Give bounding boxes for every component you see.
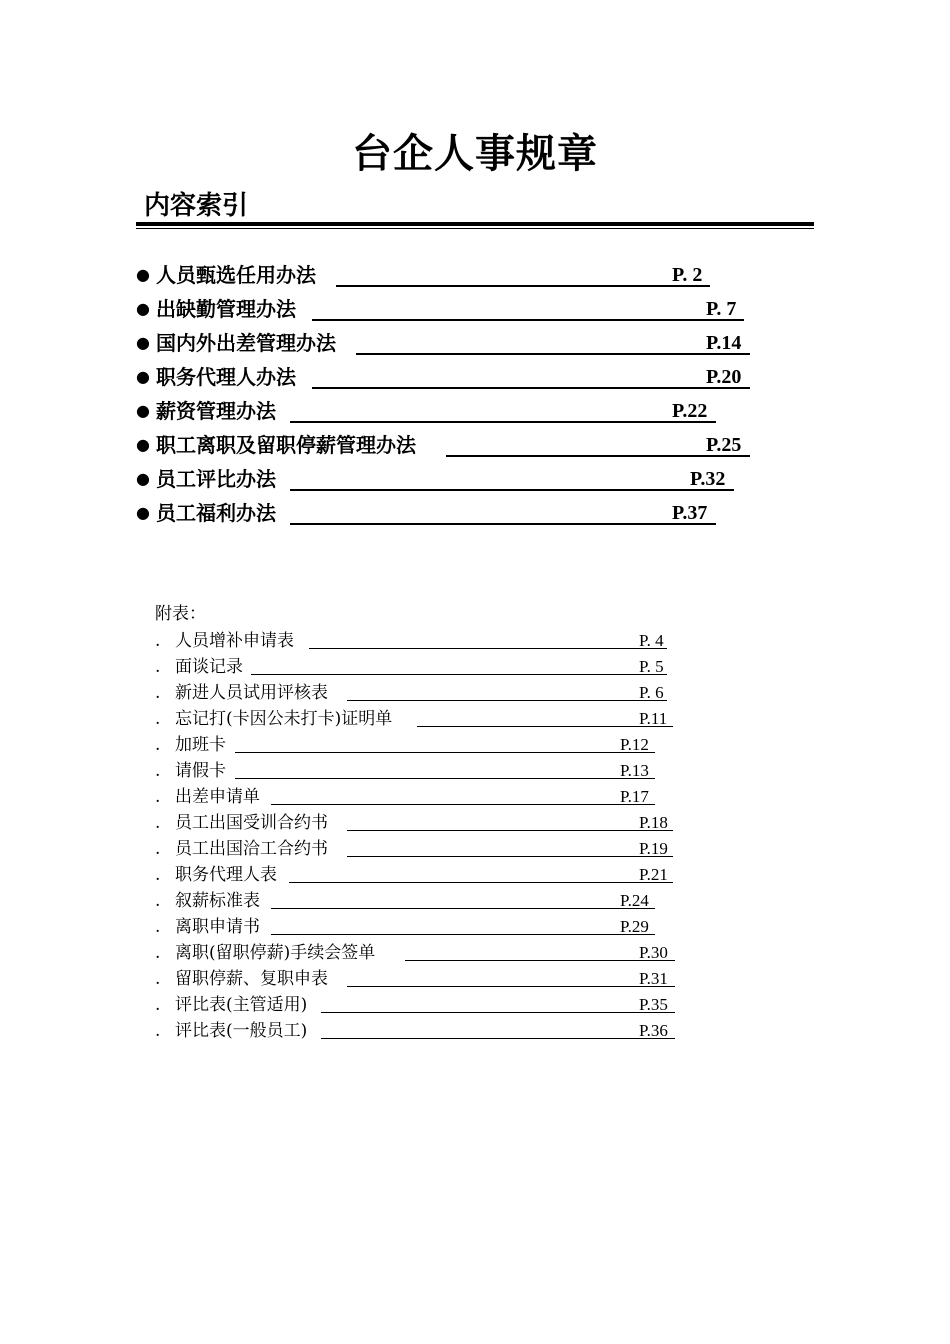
toc-item[interactable] [136, 394, 776, 428]
appendix-item-page: P. 5 [639, 657, 664, 676]
appendix-item[interactable] [155, 784, 695, 810]
leader-line [271, 934, 655, 935]
appendix-item-label: 员工出国洽工合约书 [175, 839, 328, 859]
appendix-item-label: 叙薪标准表 [175, 891, 260, 911]
index-label: 内容索引 [144, 191, 249, 221]
toc-item-page: P.32 [690, 468, 726, 490]
bullet-icon: ● [136, 401, 150, 420]
dot-marker: . [155, 709, 161, 729]
dot-marker: . [155, 787, 161, 807]
appendix-item-label: 请假卡 [175, 761, 226, 781]
leader-line [347, 700, 667, 701]
leader-line [336, 285, 710, 287]
appendix-item-label: 评比表(主管适用) [175, 995, 308, 1015]
leader-line [289, 882, 673, 883]
appendix-item-page: P.17 [620, 787, 649, 806]
toc-item-label: 出缺勤管理办法 [156, 297, 296, 321]
appendix-item-page: P.12 [620, 735, 649, 754]
dot-marker: . [155, 1021, 161, 1041]
leader-line [312, 319, 744, 321]
leader-line [417, 726, 673, 727]
leader-line [321, 1038, 675, 1039]
appendix-item-page: P.35 [639, 995, 668, 1014]
appendix-item-label: 离职申请书 [175, 917, 260, 937]
leader-line [405, 960, 675, 961]
leader-line [347, 856, 673, 857]
appendix-item-page: P.11 [639, 709, 668, 728]
toc-item[interactable] [136, 360, 776, 394]
appendix-item-page: P.36 [639, 1021, 668, 1040]
appendix-title: 附表： [155, 604, 206, 624]
dot-marker: . [155, 839, 161, 859]
toc-item-label: 员工评比办法 [156, 467, 276, 491]
dot-marker: . [155, 917, 161, 937]
toc-item-label: 国内外出差管理办法 [156, 331, 336, 355]
leader-line [347, 986, 675, 987]
toc-item-label: 薪资管理办法 [156, 399, 276, 423]
index-rule-thin [136, 228, 814, 229]
appendix-item-page: P.18 [639, 813, 668, 832]
appendix-item[interactable] [155, 888, 695, 914]
index-header [136, 190, 814, 229]
appendix-item-page: P.21 [639, 865, 668, 884]
appendix-item-label: 离职(留职停薪)手续会签单 [175, 943, 376, 963]
appendix-item[interactable] [155, 732, 695, 758]
appendix-item[interactable] [155, 1018, 695, 1044]
index-rule [136, 222, 814, 226]
toc-item-page: P. 7 [706, 298, 737, 320]
bullet-icon: ● [136, 299, 150, 318]
bullet-icon: ● [136, 469, 150, 488]
appendix-item-label: 出差申请单 [175, 787, 260, 807]
bullet-icon: ● [136, 503, 150, 522]
leader-line [446, 455, 750, 457]
appendix-item[interactable] [155, 940, 695, 966]
appendix-item[interactable] [155, 680, 695, 706]
dot-marker: . [155, 865, 161, 885]
appendix-item[interactable] [155, 966, 695, 992]
toc-item-label: 职务代理人办法 [156, 365, 296, 389]
dot-marker: . [155, 683, 161, 703]
appendix-item-label: 员工出国受训合约书 [175, 813, 328, 833]
toc-item[interactable] [136, 428, 776, 462]
document-title: 台企人事规章 [352, 130, 598, 177]
appendix-item-page: P.31 [639, 969, 668, 988]
appendix-item[interactable] [155, 758, 695, 784]
appendix-list [155, 602, 695, 1044]
toc-item[interactable] [136, 326, 776, 360]
leader-line [347, 830, 673, 831]
appendix-item[interactable] [155, 628, 695, 654]
toc-item-page: P.20 [706, 366, 742, 388]
dot-marker: . [155, 969, 161, 989]
leader-line [290, 489, 734, 491]
appendix-item-page: P.24 [620, 891, 649, 910]
appendix-item-page: P.19 [639, 839, 668, 858]
toc-item-page: P.37 [672, 502, 708, 524]
appendix-item[interactable] [155, 862, 695, 888]
toc-item-page: P.14 [706, 332, 742, 354]
appendix-item-label: 留职停薪、复职申表 [175, 969, 328, 989]
toc-item[interactable] [136, 462, 776, 496]
leader-line [309, 648, 667, 649]
toc-item-label: 员工福利办法 [156, 501, 276, 525]
toc-item-page: P.22 [672, 400, 708, 422]
leader-line [312, 387, 750, 389]
appendix-item-page: P. 4 [639, 631, 664, 650]
toc-item[interactable] [136, 292, 776, 326]
bullet-icon: ● [136, 367, 150, 386]
appendix-item-page: P.30 [639, 943, 668, 962]
dot-marker: . [155, 943, 161, 963]
appendix-item[interactable] [155, 836, 695, 862]
leader-line [271, 804, 655, 805]
appendix-item[interactable] [155, 654, 695, 680]
toc-item-page: P.25 [706, 434, 742, 456]
leader-line [290, 523, 716, 525]
toc-item[interactable] [136, 258, 776, 292]
appendix-item-label: 加班卡 [175, 735, 226, 755]
toc-item-label: 职工离职及留职停薪管理办法 [156, 433, 416, 457]
appendix-item-label: 面谈记录 [175, 657, 243, 677]
appendix-item-page: P.29 [620, 917, 649, 936]
toc-item-label: 人员甄选任用办法 [156, 263, 316, 287]
dot-marker: . [155, 657, 161, 677]
appendix-item[interactable] [155, 914, 695, 940]
dot-marker: . [155, 995, 161, 1015]
appendix-item-label: 新进人员试用评核表 [175, 683, 328, 703]
leader-line [356, 353, 750, 355]
appendix-item-label: 职务代理人表 [175, 865, 277, 885]
dot-marker: . [155, 813, 161, 833]
toc-item-page: P. 2 [672, 264, 703, 286]
dot-marker: . [155, 761, 161, 781]
leader-line [290, 421, 716, 423]
dot-marker: . [155, 735, 161, 755]
appendix-item-label: 评比表(一般员工) [175, 1021, 308, 1041]
leader-line [321, 1012, 675, 1013]
dot-marker: . [155, 891, 161, 911]
toc-list [136, 258, 776, 530]
toc-item[interactable] [136, 496, 776, 530]
appendix-item-page: P. 6 [639, 683, 664, 702]
leader-line [251, 674, 667, 675]
appendix-item[interactable] [155, 706, 695, 732]
appendix-item-page: P.13 [620, 761, 649, 780]
bullet-icon: ● [136, 435, 150, 454]
bullet-icon: ● [136, 265, 150, 284]
leader-line [235, 752, 655, 753]
appendix-item-label: 人员增补申请表 [175, 631, 294, 651]
leader-line [235, 778, 655, 779]
dot-marker: . [155, 631, 161, 651]
appendix-item-label: 忘记打(卡因公未打卡)证明单 [175, 709, 393, 729]
appendix-item[interactable] [155, 992, 695, 1018]
leader-line [271, 908, 655, 909]
appendix-item[interactable] [155, 810, 695, 836]
bullet-icon: ● [136, 333, 150, 352]
